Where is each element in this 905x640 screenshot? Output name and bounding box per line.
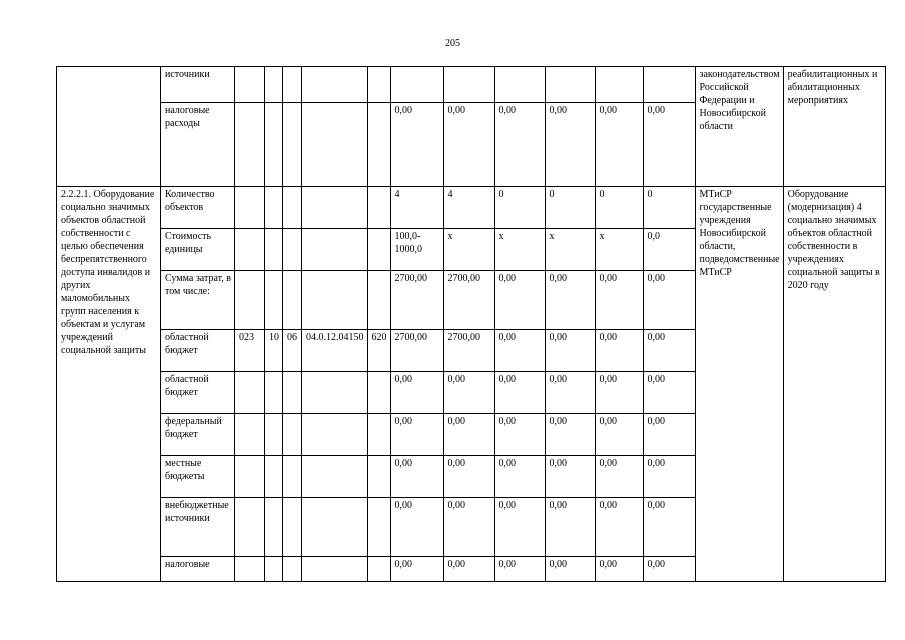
value-cell: 0,00 — [595, 103, 643, 187]
value-cell: 0,00 — [443, 498, 494, 557]
value-cell: 0,00 — [494, 271, 545, 330]
program-measures-table — [56, 66, 886, 582]
value-cell: 4 — [443, 187, 494, 229]
value-cell: 0,00 — [443, 557, 494, 582]
indicator-cell: внебюджетные источники — [161, 498, 235, 557]
value-cell: 0,00 — [595, 330, 643, 372]
page-number: 205 — [445, 38, 460, 49]
result-cell: реабилитационных и абилитационных мероприятиях — [783, 67, 885, 187]
value-cell: 0,00 — [494, 103, 545, 187]
value-cell: x — [595, 229, 643, 271]
value-cell: 0,00 — [443, 414, 494, 456]
value-cell: 0,00 — [494, 330, 545, 372]
value-cell: 2700,00 — [390, 330, 443, 372]
vr-code-cell: 620 — [367, 330, 390, 372]
value-cell: 0,00 — [595, 271, 643, 330]
value-cell: 0,00 — [545, 271, 595, 330]
value-cell: 0,00 — [545, 498, 595, 557]
value-cell: 0,00 — [545, 330, 595, 372]
csr-code-cell: 04.0.12.04150 — [302, 330, 368, 372]
value-cell: 0,00 — [643, 456, 695, 498]
value-cell: 0,00 — [494, 414, 545, 456]
value-cell: 0,00 — [494, 372, 545, 414]
indicator-cell: налоговые расходы — [161, 103, 235, 187]
value-cell: 0,00 — [390, 456, 443, 498]
value-cell: 0,00 — [643, 330, 695, 372]
value-cell: 2700,00 — [443, 271, 494, 330]
value-cell: 0,00 — [545, 456, 595, 498]
measure-name-cell — [57, 67, 161, 187]
table-row — [57, 67, 886, 103]
indicator-cell: Количество объектов — [161, 187, 235, 229]
value-cell: 2700,00 — [390, 271, 443, 330]
value-cell: 0,00 — [545, 557, 595, 582]
value-cell: 0 — [494, 187, 545, 229]
value-cell: 0,00 — [443, 103, 494, 187]
rz-code-cell: 10 — [265, 330, 283, 372]
value-cell: 2700,00 — [443, 330, 494, 372]
indicator-cell: Сумма затрат, в том числе: — [161, 271, 235, 330]
executor-cell: законодательством Российской Федерации и Новосибирской области — [695, 67, 783, 187]
value-cell: x — [443, 229, 494, 271]
value-cell: 0,00 — [390, 103, 443, 187]
executor-cell: МТиСР государственные учреждения Новосибирской области, подведомственные МТиСР — [695, 187, 783, 582]
value-cell: 0,00 — [643, 271, 695, 330]
value-cell: 0,00 — [443, 372, 494, 414]
value-cell: 0,00 — [595, 557, 643, 582]
indicator-cell: местные бюджеты — [161, 456, 235, 498]
value-cell: x — [494, 229, 545, 271]
value-cell: 0,00 — [390, 557, 443, 582]
measure-name-cell: 2.2.2.1. Оборудование социально значимых объектов областной собственности с целью обеспечения беспрепятственного доступа инвалидов и других маломобильных групп населения к объектам и услугам учреждений социальной защиты — [57, 187, 161, 582]
value-cell: 0 — [595, 187, 643, 229]
indicator-cell: областной бюджет — [161, 330, 235, 372]
value-cell: 0,00 — [545, 372, 595, 414]
grbs-code-cell: 023 — [235, 330, 265, 372]
value-cell: 0,00 — [443, 456, 494, 498]
result-cell: Оборудование (модернизация) 4 социально значимых объектов областной собственности в учреждениях социальной защиты в 2020 году — [783, 187, 885, 582]
value-cell: 0,0 — [643, 229, 695, 271]
value-cell: 0,00 — [494, 498, 545, 557]
indicator-cell: источники — [161, 67, 235, 103]
indicator-cell: областной бюджет — [161, 372, 235, 414]
value-cell: x — [545, 229, 595, 271]
value-cell: 0,00 — [595, 498, 643, 557]
value-cell: 0,00 — [390, 372, 443, 414]
value-cell: 0,00 — [545, 414, 595, 456]
value-cell: 0,00 — [390, 498, 443, 557]
value-cell: 0,00 — [643, 103, 695, 187]
value-cell: 0,00 — [643, 557, 695, 582]
value-cell: 0 — [545, 187, 595, 229]
value-cell: 0 — [643, 187, 695, 229]
value-cell: 0,00 — [643, 414, 695, 456]
value-cell: 0,00 — [643, 498, 695, 557]
indicator-cell: налоговые — [161, 557, 235, 582]
pr-code-cell: 06 — [283, 330, 302, 372]
value-cell: 0,00 — [494, 557, 545, 582]
table-row — [57, 187, 886, 229]
value-cell: 0,00 — [545, 103, 595, 187]
value-cell: 0,00 — [595, 372, 643, 414]
value-cell: 0,00 — [643, 372, 695, 414]
value-cell: 0,00 — [595, 414, 643, 456]
value-cell: 100,0-1000,0 — [390, 229, 443, 271]
indicator-cell: Стоимость единицы — [161, 229, 235, 271]
value-cell: 0,00 — [390, 414, 443, 456]
value-cell: 4 — [390, 187, 443, 229]
value-cell: 0,00 — [595, 456, 643, 498]
value-cell: 0,00 — [494, 456, 545, 498]
indicator-cell: федеральный бюджет — [161, 414, 235, 456]
